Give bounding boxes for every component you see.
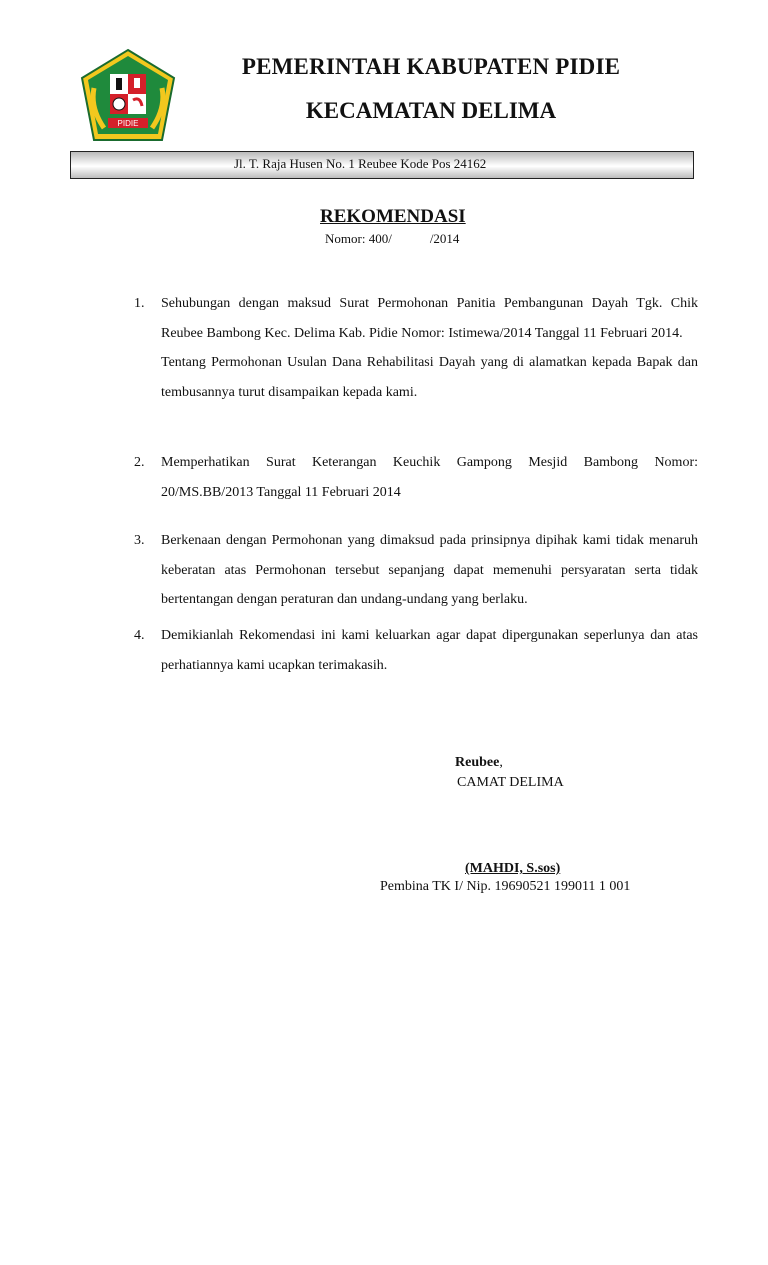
document-title: REKOMENDASI — [320, 206, 466, 227]
district-title: KECAMATAN DELIMA — [305, 98, 557, 123]
signature-role: CAMAT DELIMA — [457, 775, 564, 790]
list-item — [134, 526, 698, 615]
item-number: 4. — [134, 628, 145, 643]
government-title: PEMERINTAH KABUPATEN PIDIE — [241, 54, 621, 79]
number-prefix: Nomor: 400/ — [325, 231, 392, 246]
signatory-name: (MAHDI, S.sos) — [465, 861, 561, 876]
document-number — [325, 231, 459, 247]
signature-place-name: Reubee — [455, 755, 500, 770]
item-number: 3. — [134, 533, 145, 548]
signatory-nip: Pembina TK I/ Nip. 19690521 199011 1 001 — [380, 879, 631, 894]
item-paragraph: Berkenaan dengan Permohonan yang dimaksud pada prinsipnya dipihak kami tidak menaruh keberatan atas Permohonan tersebut sepanjang dapat memenuhi persyaratan serta tidak bertentangan dengan peraturan dan undang-undang yang berlaku. — [161, 533, 698, 607]
item-paragraph: Demikianlah Rekomendasi ini kami keluarkan agar dapat dipergunakan seperlunya dan atas perhatiannya kami ucapkan terimakasih. — [161, 628, 698, 673]
item-paragraph: Sehubungan dengan maksud Surat Permohonan Panitia Pembangunan Dayah Tgk. Chik Reubee Bambong Kec. Delima Kab. Pidie Nomor: Istimewa/2014 Tanggal 11 Februari 2014. — [161, 296, 698, 341]
list-item — [134, 621, 698, 680]
item-number: 2. — [134, 455, 145, 470]
item-paragraph: Tentang Permohonan Usulan Dana Rehabilitasi Dayah yang di alamatkan kepada Bapak dan tembusannya turut disampaikan kepada kami. — [161, 355, 698, 400]
svg-text:PIDIE: PIDIE — [117, 119, 139, 128]
item-number: 1. — [134, 296, 145, 311]
list-item — [134, 289, 698, 407]
item-paragraph: Memperhatikan Surat Keterangan Keuchik Gampong Mesjid Bambong Nomor: 20/MS.BB/2013 Tanggal 11 Februari 2014 — [161, 455, 698, 500]
signature-place-punct: , — [499, 755, 503, 770]
list-item — [134, 448, 698, 507]
number-suffix: /2014 — [429, 231, 460, 246]
signature-place — [455, 755, 503, 771]
address-text: Jl. T. Raja Husen No. 1 Reubee Kode Pos 24162 — [234, 156, 487, 171]
